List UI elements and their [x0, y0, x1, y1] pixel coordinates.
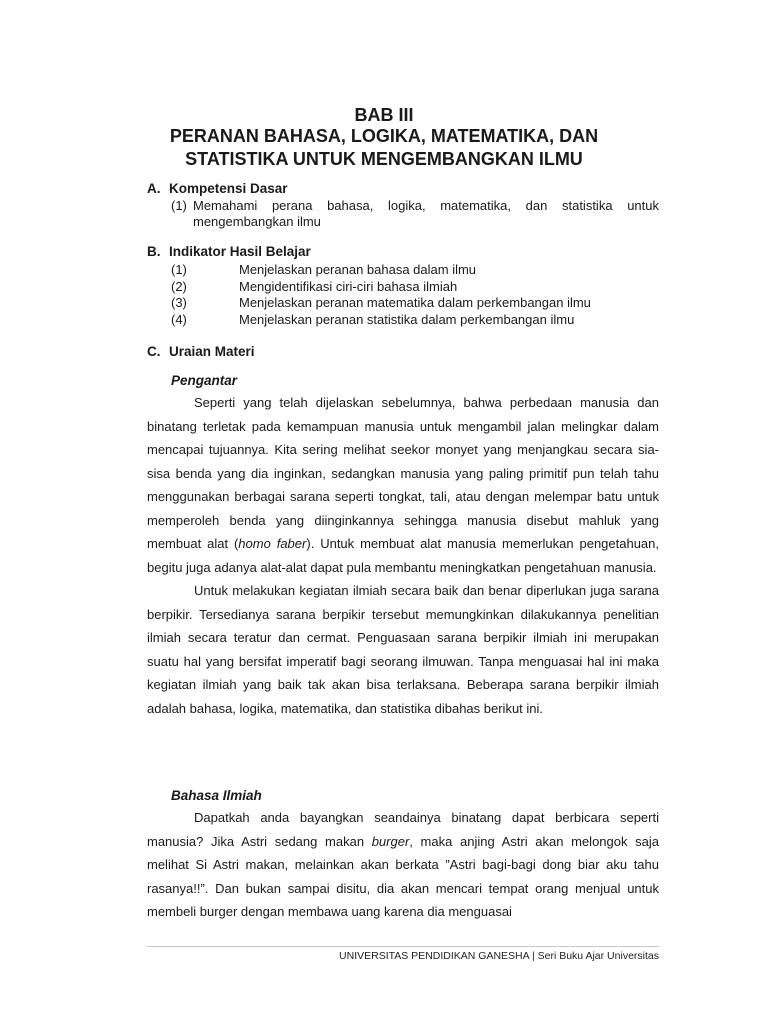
italic-term: homo faber: [238, 536, 307, 551]
pengantar-body: [147, 391, 659, 720]
section-a-heading: [147, 181, 288, 196]
section-b-title: Indikator Hasil Belajar: [169, 244, 311, 259]
italic-term: burger: [371, 833, 410, 849]
bahasa-ilmiah-paragraph-1: Dapatkah anda bayangkan seandainya binatang dapat berbicara seperti manusia? Jika Astri sedang makan burger, maka anjing Astri akan melongok saja melihat Si Astri makan, melainkan akan berkata ”Astri bagi-bagi dong biar aku tahu rasanya!!”. Dan bukan sampai disitu, dia akan mencari tempat orang menjual untuk membeli burger dengan membawa uang karena dia menguasai: [147, 810, 659, 919]
section-b-letter: B.: [147, 244, 161, 259]
kompetensi-item-number: (1): [171, 198, 187, 213]
indikator-number: (4): [171, 312, 187, 327]
indikator-text: Menjelaskan peranan statistika dalam perkembangan ilmu: [239, 312, 575, 327]
section-c-letter: C.: [147, 344, 161, 359]
page-footer: UNIVERSITAS PENDIDIKAN GANESHA | Seri Buku Ajar Universitas: [339, 950, 659, 962]
section-b-heading: [147, 244, 311, 259]
indikator-text: Menjelaskan peranan matematika dalam perkembangan ilmu: [239, 295, 591, 310]
indikator-number: (3): [171, 295, 187, 310]
chapter-number: BAB III: [354, 105, 414, 125]
indikator-number: (2): [171, 279, 187, 294]
chapter-title-line-2: STATISTIKA UNTUK MENGEMBANGKAN ILMU: [185, 149, 583, 169]
section-c-title: Uraian Materi: [169, 344, 255, 359]
chapter-title-line-1: PERANAN BAHASA, LOGIKA, MATEMATIKA, DAN: [169, 126, 599, 146]
bahasa-ilmiah-body: [147, 806, 659, 924]
kompetensi-item-line-1: Memahami perana bahasa, logika, matematika, dan statistika untuk: [193, 198, 659, 213]
indikator-text: Mengidentifikasi ciri-ciri bahasa ilmiah: [239, 279, 458, 294]
indikator-text: Menjelaskan peranan bahasa dalam ilmu: [239, 262, 477, 277]
indikator-number: (1): [171, 262, 187, 277]
kompetensi-item-line-2: mengembangkan ilmu: [193, 214, 321, 229]
pengantar-paragraph-1: Seperti yang telah dijelaskan sebelumnya, bahwa perbedaan manusia dan binatang terletak pada kemampuan manusia untuk mengambil jalan melingkar dalam mencapai tujuannya. Kita sering melihat seekor monyet yang menjangkau secara sia-sisa benda yang dia inginkan, sedangkan manusia yang paling primitif pun telah tahu menggunakan berbagai sarana seperti tongkat, tali, atau dengan melempar batu untuk memperoleh benda yang diinginkannya sehingga manusia disebut mahluk yang membuat alat (homo faber). Untuk membuat alat manusia memerlukan pengetahuan, begitu juga adanya alat-alat dapat pula membantu meningkatkan pengetahuan manusia.: [147, 395, 660, 575]
pengantar-paragraph-2: Untuk melakukan kegiatan ilmiah secara baik dan benar diperlukan juga sarana berpikir. Tersedianya sarana berpikir tersebut memungkinkan dilakukannya penelitian ilmiah secara teratur dan cermat. Penguasaan sarana berpikir ilmiah ini merupakan suatu hal yang bersifat imperatif bagi seorang ilmuwan. Tanpa menguasai hal ini maka kegiatan ilmiah yang baik tak akan bisa terlaksana. Beberapa sarana berpikir ilmiah adalah bahasa, logika, matematika, dan statistika dibahas berikut ini.: [147, 583, 659, 716]
section-a-title: Kompetensi Dasar: [169, 181, 288, 196]
bahasa-ilmiah-heading: Bahasa Ilmiah: [171, 788, 262, 803]
pengantar-heading: Pengantar: [171, 373, 238, 388]
footer-divider: [147, 946, 659, 947]
section-a-letter: A.: [147, 181, 161, 196]
section-c-heading: [147, 344, 255, 359]
